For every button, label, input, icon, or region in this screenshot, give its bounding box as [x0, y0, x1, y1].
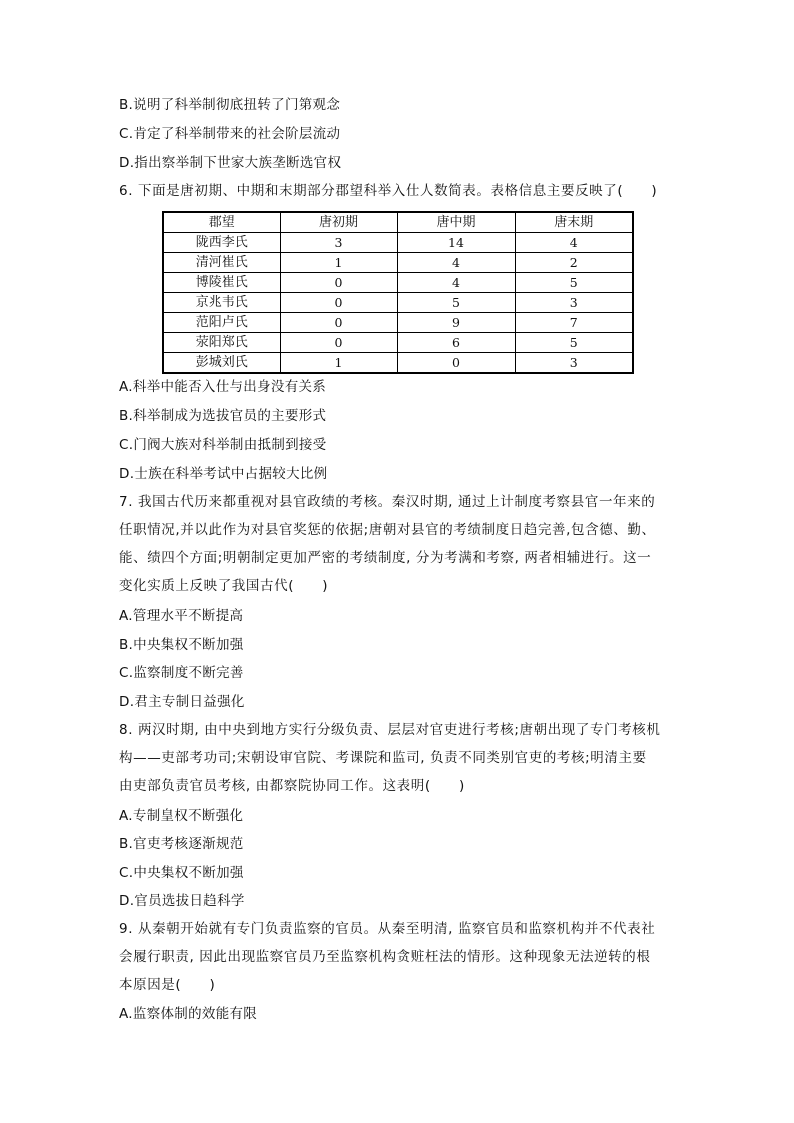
column-header: 唐初期: [280, 212, 397, 233]
option-c: C.肯定了科举制带来的社会阶层流动: [119, 126, 341, 142]
q8-option-a: A.专制皇权不断强化: [119, 808, 244, 824]
clan-cell: 范阳卢氏: [163, 313, 280, 333]
clan-cell: 彭城刘氏: [163, 353, 280, 374]
table-header-row: [163, 212, 633, 233]
clan-cell: 陇西李氏: [163, 233, 280, 253]
value-cell: 5: [515, 273, 633, 293]
value-cell: 5: [397, 293, 515, 313]
table-row: [163, 293, 633, 313]
q9-option-a: A.监察体制的效能有限: [119, 1006, 258, 1022]
question-9-stem-line: 本原因是( ): [119, 977, 216, 993]
q7-option-d: D.君主专制日益强化: [119, 694, 245, 710]
question-8-stem-line: 由吏部负责官员考核, 由都察院协同工作。这表明( ): [119, 778, 465, 794]
question-7-stem-line: 7. 我国古代历来都重视对县官政绩的考核。秦汉时期, 通过上计制度考察县官一年来的: [119, 494, 656, 510]
column-header: 唐末期: [515, 212, 633, 233]
value-cell: 7: [515, 313, 633, 333]
clan-cell: 清河崔氏: [163, 253, 280, 273]
q8-option-c: C.中央集权不断加强: [119, 865, 244, 881]
value-cell: 0: [397, 353, 515, 374]
table-row: [163, 253, 633, 273]
q7-option-c: C.监察制度不断完善: [119, 665, 244, 681]
value-cell: 4: [515, 233, 633, 253]
value-cell: 0: [280, 273, 397, 293]
q6-option-b: B.科举制成为选拔官员的主要形式: [119, 408, 327, 424]
value-cell: 3: [515, 293, 633, 313]
value-cell: 0: [280, 293, 397, 313]
table-row: [163, 273, 633, 293]
column-header: 郡望: [163, 212, 280, 233]
clan-cell: 博陵崔氏: [163, 273, 280, 293]
value-cell: 9: [397, 313, 515, 333]
q8-option-d: D.官员选拔日趋科学: [119, 893, 245, 909]
table-row: [163, 353, 633, 374]
q8-option-b: B.官吏考核逐渐规范: [119, 836, 244, 852]
value-cell: 1: [280, 253, 397, 273]
value-cell: 14: [397, 233, 515, 253]
value-cell: 3: [280, 233, 397, 253]
value-cell: 0: [280, 333, 397, 353]
question-7-stem-line: 变化实质上反映了我国古代( ): [119, 578, 329, 594]
column-header: 唐中期: [397, 212, 515, 233]
q7-option-a: A.管理水平不断提高: [119, 608, 244, 624]
option-b: B.说明了科举制彻底扭转了门第观念: [119, 97, 341, 113]
clan-cell: 荥阳郑氏: [163, 333, 280, 353]
value-cell: 2: [515, 253, 633, 273]
question-9-stem-line: 9. 从秦朝开始就有专门负责监察的官员。从秦至明清, 监察官员和监察机构并不代表社: [119, 921, 656, 937]
question-8-stem-line: 构——吏部考功司;宋朝设审官院、考课院和监司, 负责不同类别官吏的考核;明清主要: [119, 750, 647, 766]
value-cell: 4: [397, 273, 515, 293]
q6-option-a: A.科举中能否入仕与出身没有关系: [119, 379, 327, 395]
clan-cell: 京兆韦氏: [163, 293, 280, 313]
value-cell: 1: [280, 353, 397, 374]
table-row: [163, 333, 633, 353]
value-cell: 3: [515, 353, 633, 374]
value-cell: 4: [397, 253, 515, 273]
q6-option-c: C.门阀大族对科举制由抵制到接受: [119, 437, 327, 453]
question-8-stem-line: 8. 两汉时期, 由中央到地方实行分级负责、层层对官吏进行考核;唐朝出现了专门考核机: [119, 722, 661, 738]
question-7-stem-line: 任职情况,并以此作为对县官奖惩的依据;唐朝对县官的考绩制度日趋完善,包含德、勤、: [119, 522, 656, 538]
question-7-stem-line: 能、绩四个方面;明朝制定更加严密的考绩制度, 分为考满和考察, 两者相辅进行。这一: [119, 550, 652, 566]
question-6-stem: 6. 下面是唐初期、中期和末期部分郡望科举入仕人数简表。表格信息主要反映了( ): [119, 183, 658, 199]
question-9-stem-line: 会履行职责, 因此出现监察官员乃至监察机构贪赃枉法的情形。这种现象无法逆转的根: [119, 949, 651, 965]
value-cell: 5: [515, 333, 633, 353]
q7-option-b: B.中央集权不断加强: [119, 637, 244, 653]
option-d: D.指出察举制下世家大族垄断选官权: [119, 155, 342, 171]
value-cell: 6: [397, 333, 515, 353]
value-cell: 0: [280, 313, 397, 333]
table-row: [163, 233, 633, 253]
table-row: [163, 313, 633, 333]
exam-entry-table: [162, 211, 634, 374]
q6-option-d: D.士族在科举考试中占据较大比例: [119, 466, 328, 482]
